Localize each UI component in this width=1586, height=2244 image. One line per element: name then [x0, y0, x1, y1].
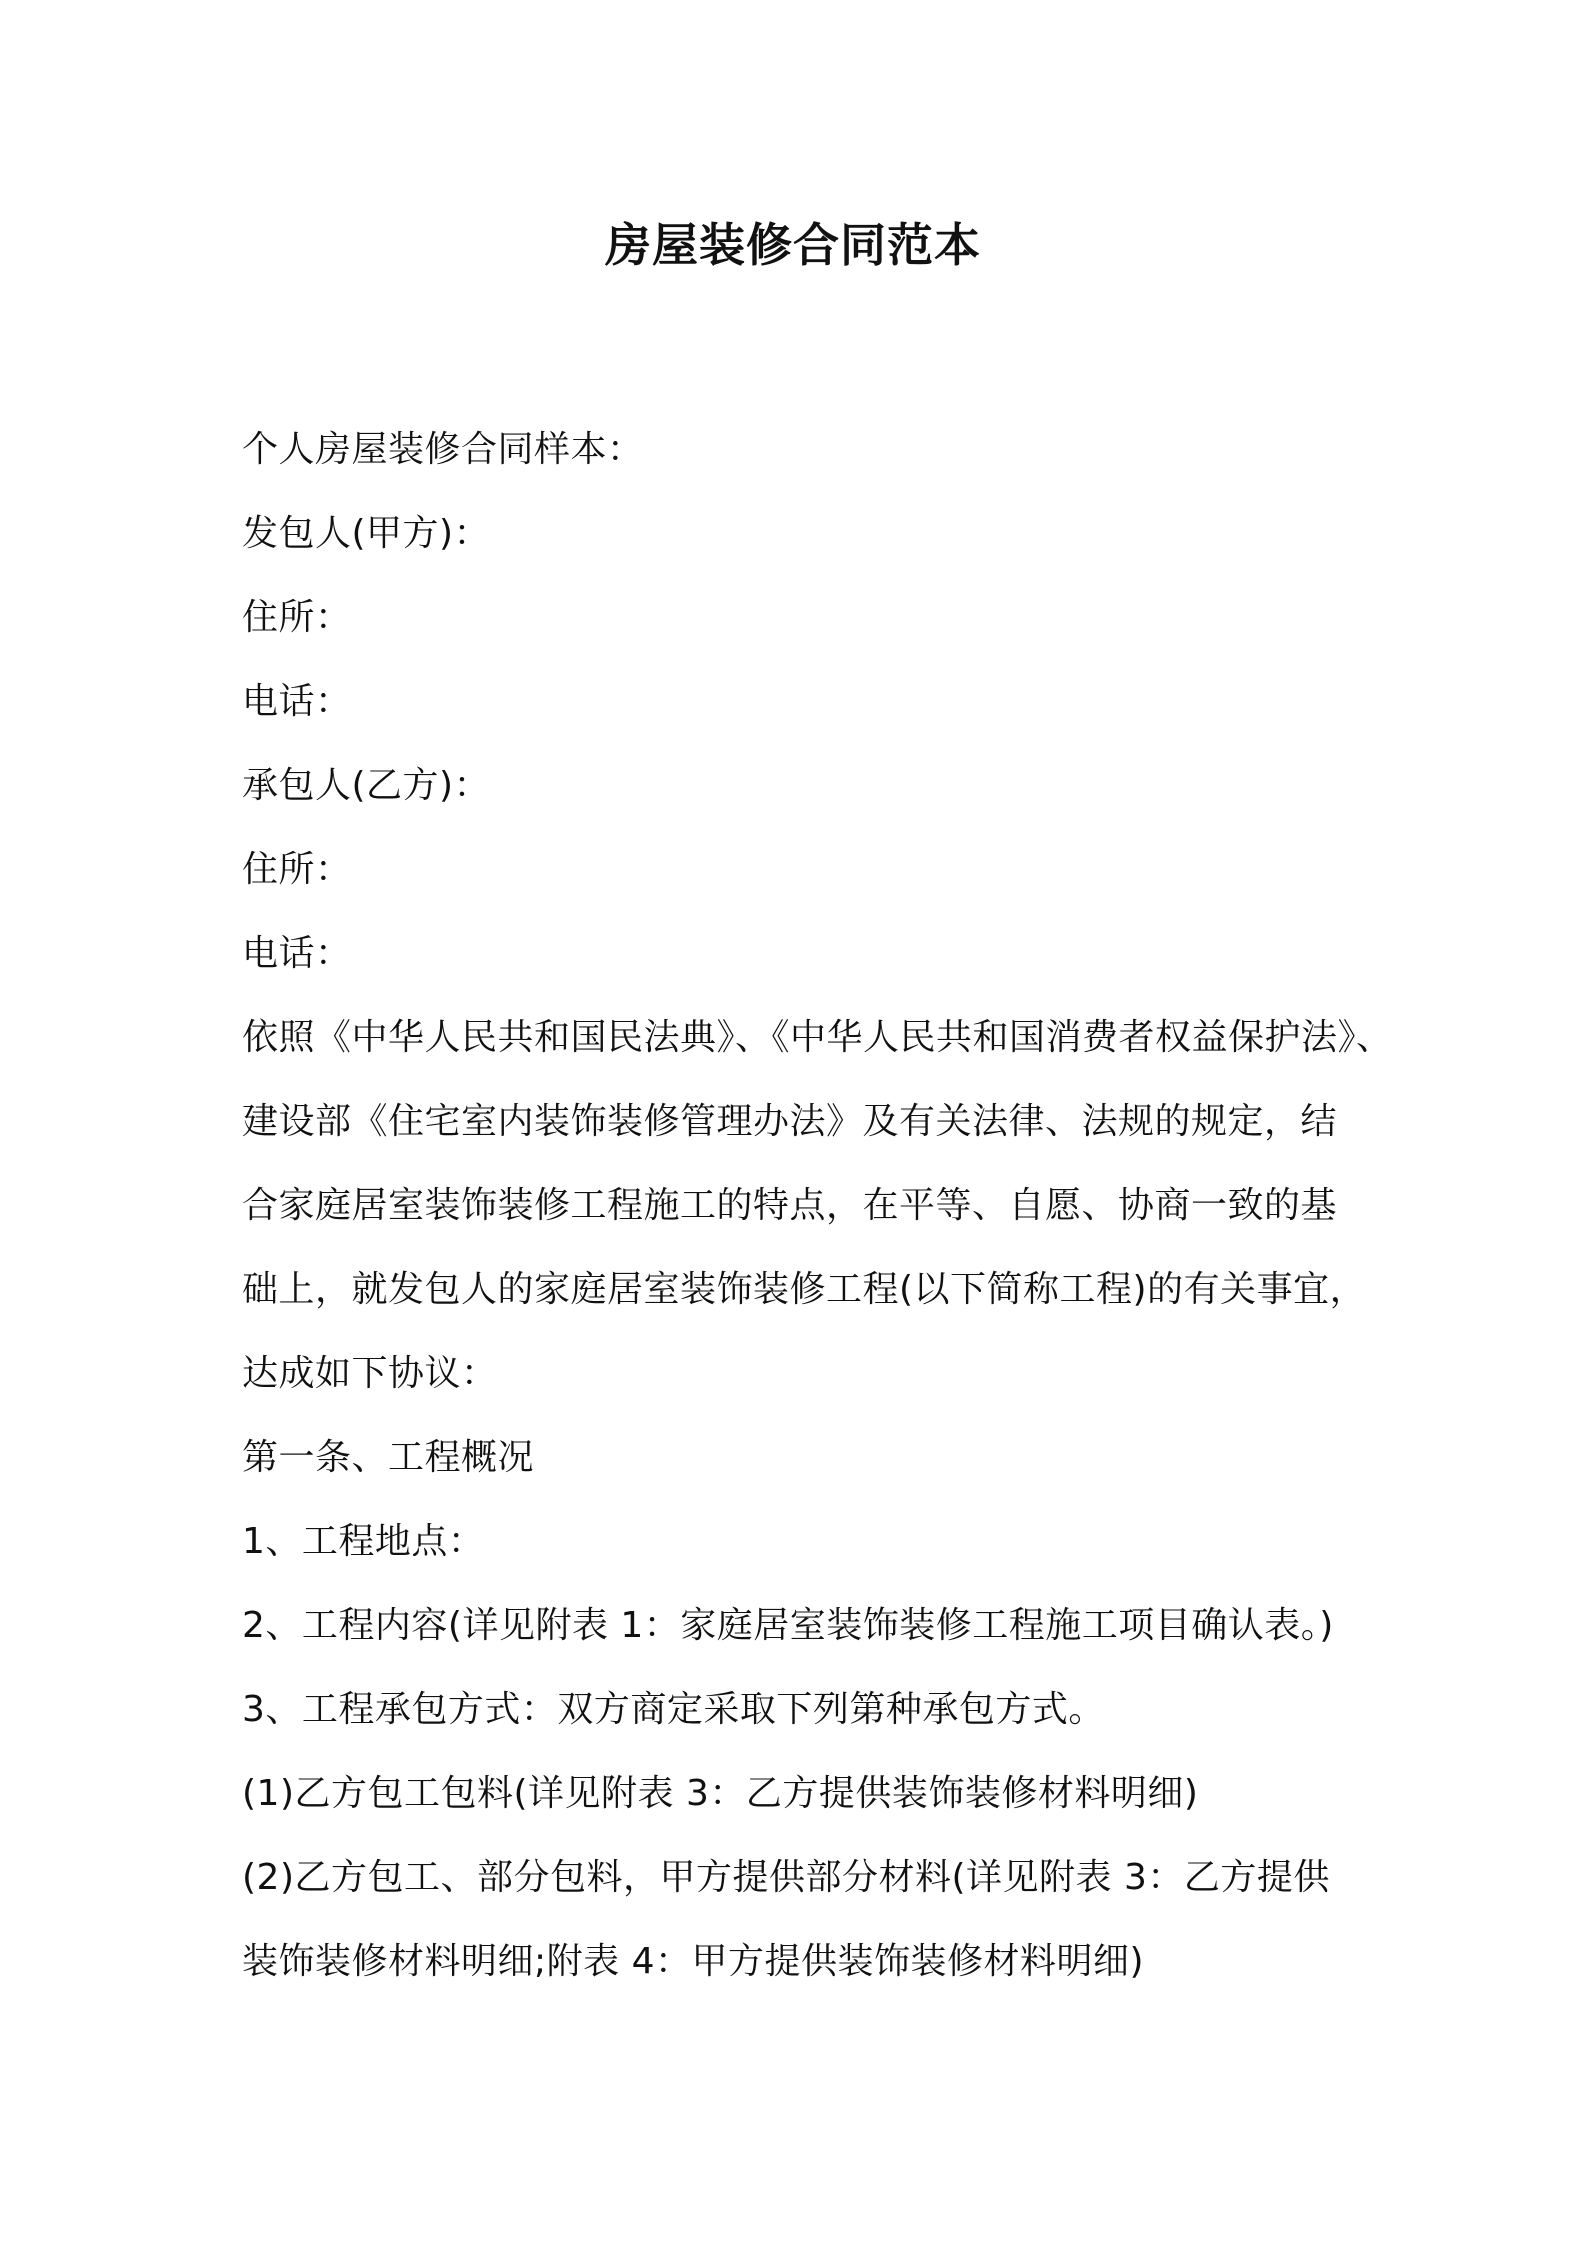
preamble-line: 建设部《住宅室内装饰装修管理办法》及有关法律、法规的规定，结: [242, 1101, 1338, 1142]
clause-line: 装饰装修材料明细;附表 4：甲方提供装饰装修材料明细): [242, 1941, 1145, 1982]
party-a-phone-label: 电话：: [242, 681, 352, 722]
clause-line: 2、工程内容(详见附表 1：家庭居室装饰装修工程施工项目确认表。): [242, 1605, 1334, 1646]
intro-heading: 个人房屋装修合同样本：: [242, 429, 644, 470]
party-b-address-label: 住所：: [242, 849, 352, 890]
preamble-line: 依照《中华人民共和国民法典》、《中华人民共和国消费者权益保护法》、: [242, 1017, 1393, 1058]
clause-line: 1、工程地点：: [242, 1521, 485, 1562]
preamble-line: 达成如下协议：: [242, 1353, 498, 1394]
party-a-address-label: 住所：: [242, 597, 352, 638]
preamble-line: 合家庭居室装饰装修工程施工的特点，在平等、自愿、协商一致的基: [242, 1185, 1338, 1226]
document-title: 房屋装修合同范本: [605, 218, 981, 272]
party-b-phone-label: 电话：: [242, 933, 352, 974]
document-body: [242, 408, 1393, 2004]
clause-line: (2)乙方包工、部分包料，甲方提供部分材料(详见附表 3：乙方提供: [242, 1857, 1330, 1898]
article-one-heading: 第一条、工程概况: [242, 1437, 535, 1478]
clause-line: (1)乙方包工包料(详见附表 3：乙方提供装饰装修材料明细): [242, 1773, 1199, 1814]
party-b-label: 承包人(乙方)：: [242, 765, 491, 806]
clause-line: 3、工程承包方式：双方商定采取下列第种承包方式。: [242, 1689, 1105, 1730]
party-a-label: 发包人(甲方)：: [242, 513, 491, 554]
preamble-line: 础上，就发包人的家庭居室装饰装修工程(以下简称工程)的有关事宜，: [242, 1269, 1367, 1310]
